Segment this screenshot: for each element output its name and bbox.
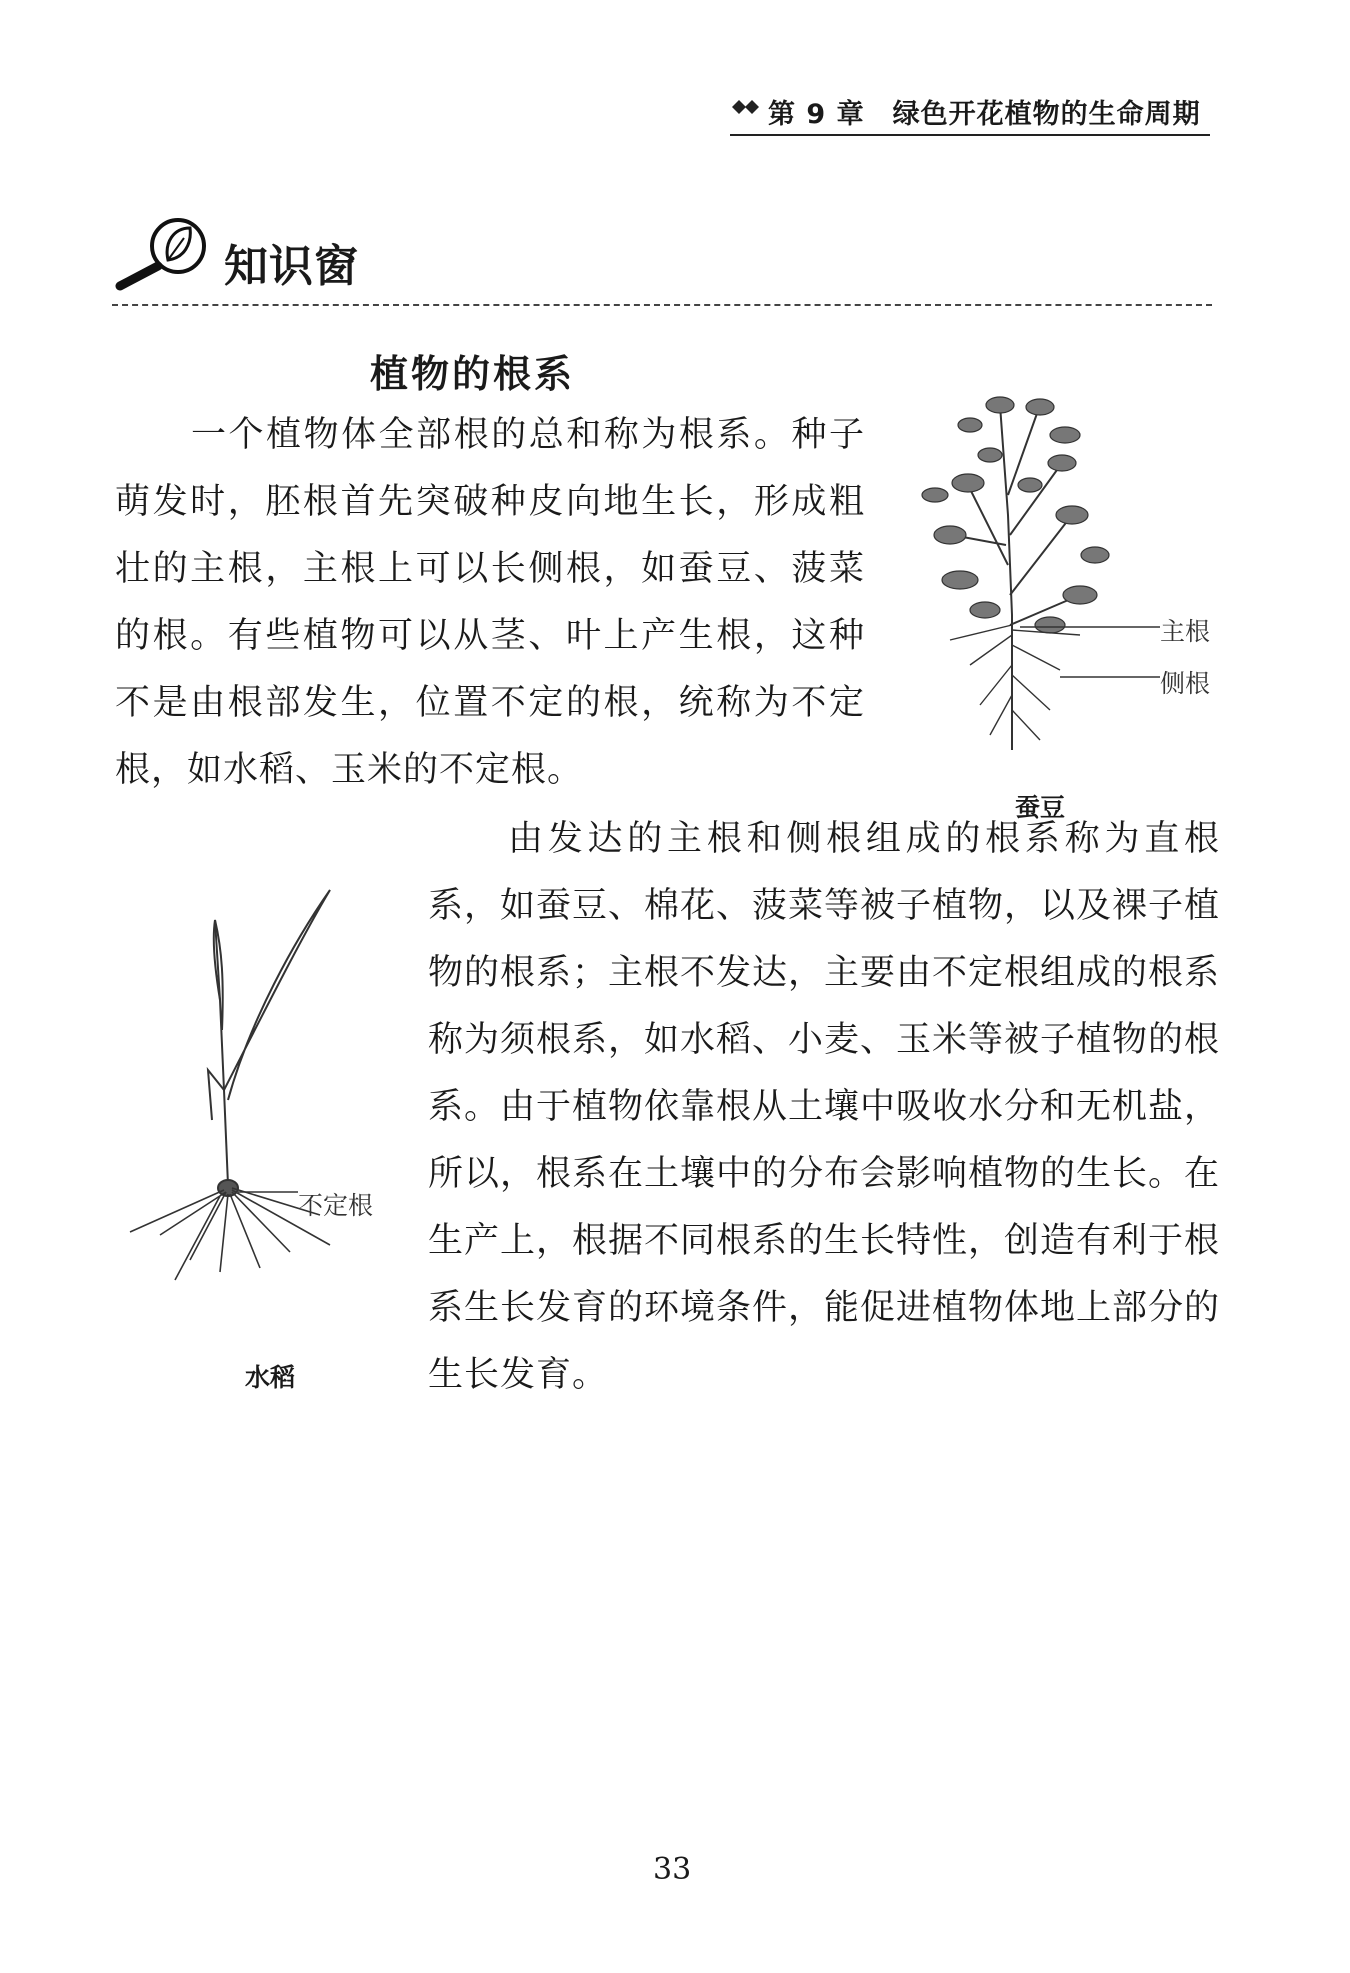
banner-title: 知识窗 (224, 241, 359, 292)
section-banner (112, 212, 1212, 306)
article-title: 植物的根系 (370, 352, 576, 396)
rice-illustration (120, 880, 420, 1290)
paragraph-root-system-types: 由发达的主根和侧根组成的根系称为直根系，如蚕豆、棉花、菠菜等被子植物，以及裸子植物的根系；主根不发达，主要由不定根组成的根系称为须根系，如水稻、小麦、玉米等被子植物的根系。由于植物依靠根从土壤中吸收水分和无机盐，所以，根系在土壤中的分布会影响植物的生长。在生产上，根据不同根系的生长特性，创造有利于根系生长发育的环境条件，能促进植物体地上部分的生长发育。 (428, 819, 1221, 1395)
page-number: 33 (653, 1852, 692, 1887)
rice-caption: 水稻 (245, 1363, 296, 1392)
broad-bean-illustration (900, 365, 1200, 785)
running-header (730, 88, 1210, 136)
lateral-root-label: 侧根 (1160, 669, 1211, 698)
diamond-bullet-icon (730, 94, 764, 120)
chapter-title: 第 9 章 绿色开花植物的生命周期 (768, 99, 1201, 130)
broad-bean-caption: 蚕豆 (1015, 793, 1066, 822)
magnifier-leaf-icon (112, 212, 222, 292)
paragraph-root-system-definition: 一个植物体全部根的总和称为根系。种子萌发时，胚根首先突破种皮向地生长，形成粗壮的主根，主根上可以长侧根，如蚕豆、菠菜的根。有些植物可以从茎、叶上产生根，这种不是由根部发生，位置不定的根，统称为不定根，如水稻、玉米的不定根。 (115, 415, 865, 790)
adventitious-root-label: 不定根 (298, 1191, 374, 1220)
main-root-label: 主根 (1160, 617, 1211, 646)
